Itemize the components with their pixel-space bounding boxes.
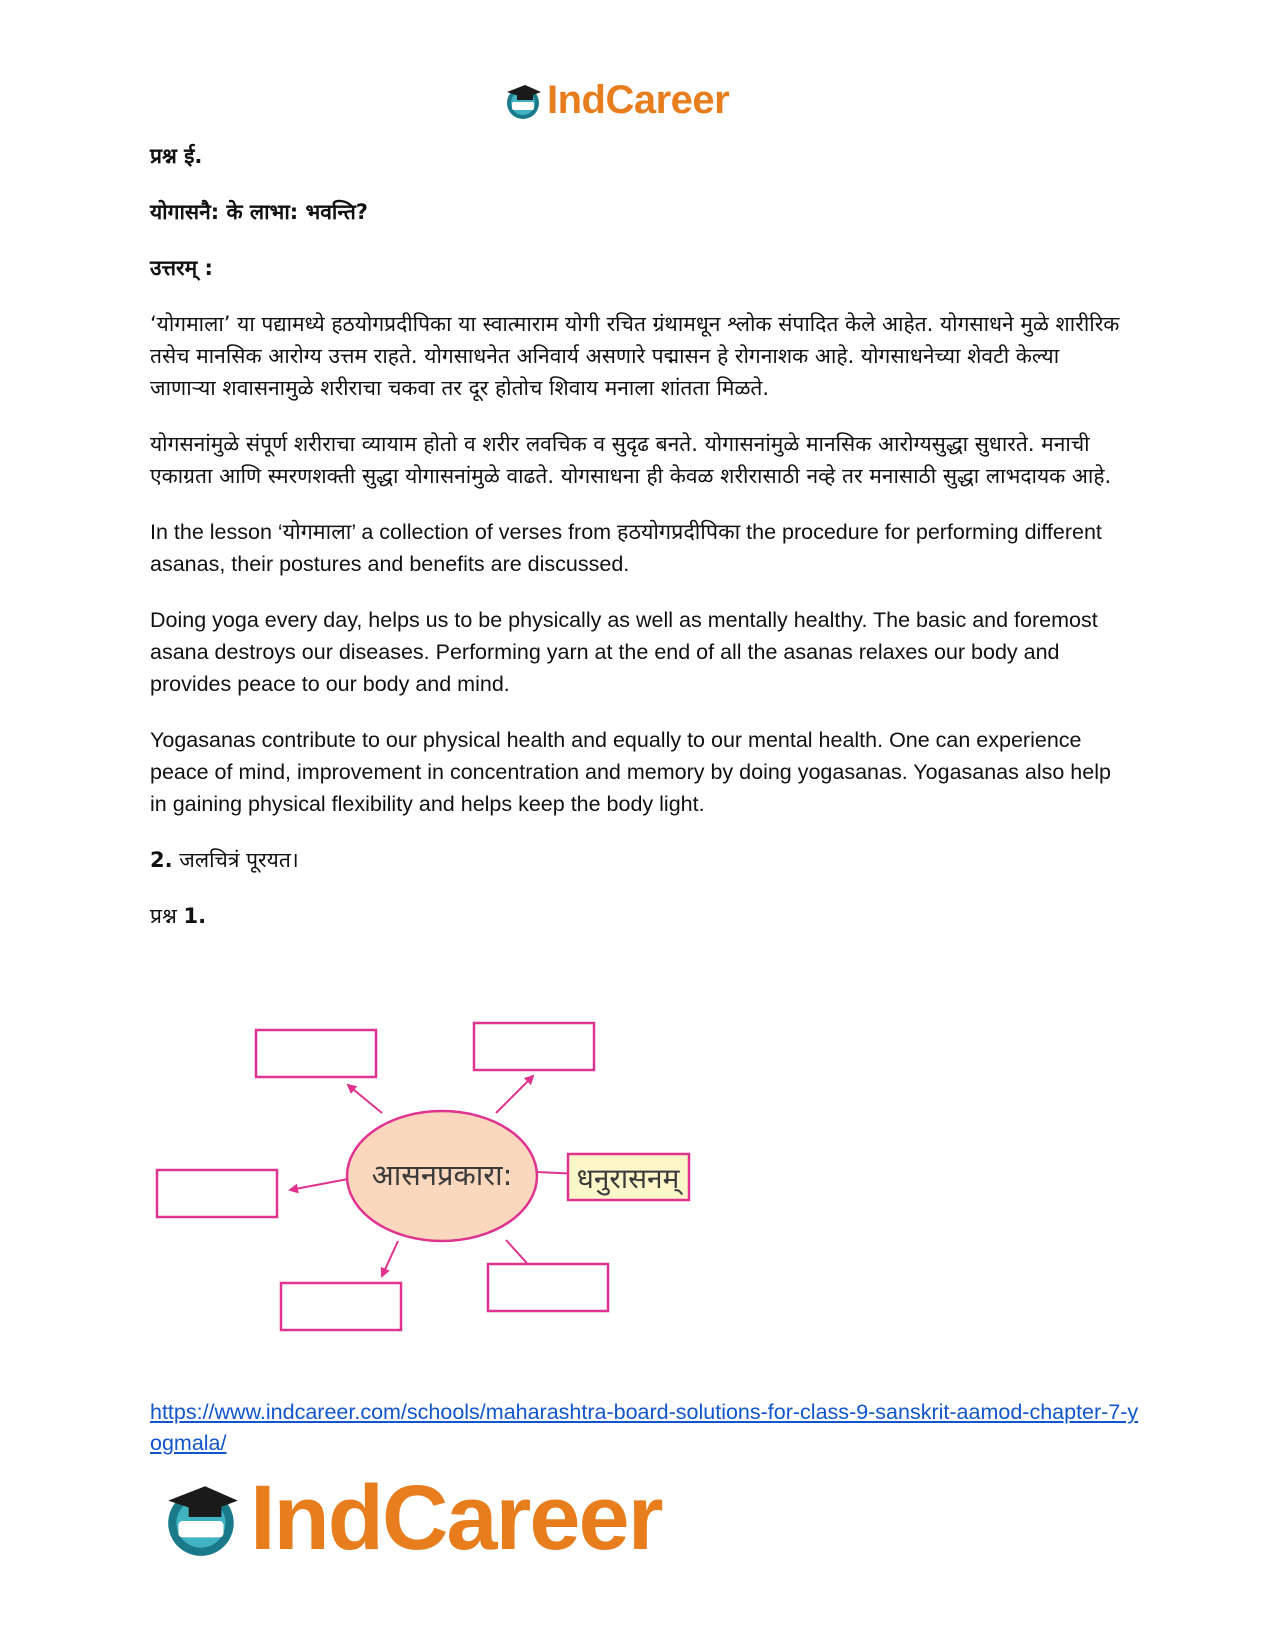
graduation-cap-globe-icon xyxy=(503,80,545,122)
center-label: आसनप्रकारा: xyxy=(371,1158,513,1192)
arrow-left xyxy=(290,1179,348,1190)
empty-box-left xyxy=(157,1170,277,1217)
page-content xyxy=(150,140,1130,956)
arrow-top-right xyxy=(496,1076,533,1113)
asana-types-diagram xyxy=(150,1020,750,1360)
empty-box-top-right xyxy=(474,1023,594,1070)
indcareer-logo-top xyxy=(503,78,729,123)
graduation-cap-globe-icon xyxy=(160,1476,246,1562)
english-paragraph-1: In the lesson ‘योगमाला’ a collection of verses from हठयोगप्रदीपिका the procedure for performing different asanas, their postures and benefits are discussed. xyxy=(150,520,1102,576)
empty-box-top-left xyxy=(256,1030,376,1077)
filled-box-label: धनुरासनम् xyxy=(576,1162,680,1195)
question-2-label xyxy=(150,900,1130,932)
english-paragraph-2: Doing yoga every day, helps us to be physically as well as mentally healthy. The basic and foremost asana destroys our diseases. Performing yarn at the end of all the asanas relaxes our body and provides peace to our body and mind. xyxy=(150,608,1098,696)
empty-box-bottom-right xyxy=(488,1264,608,1311)
question-2-prefix: प्रश्न xyxy=(150,904,184,928)
answer-label: उत्तरम् : xyxy=(150,256,213,280)
marathi-paragraph-1: ‘योगमाला’ या पद्यामध्ये हठयोगप्रदीपिका या स्वात्माराम योगी रचित ग्रंथामधून श्लोक संपादित केले आहेत. योगसाधने मुळे शारीरिक तसेच मानसिक आरोग्य उत्तम राहते. योगसाधनेत अनिवार्य असणारे पद्मासन हे रोगनाशक आहे. योगसाधनेच्या शेवटी केल्या जाणाऱ्या शवासनामुळे शरीराचा चकवा तर दूर होतोच शिवाय मनाला शांतता मिळते. xyxy=(150,312,1120,400)
section-title: जलचित्रं पूरयत। xyxy=(172,848,299,872)
marathi-paragraph-2: योगसनांमुळे संपूर्ण शरीराचा व्यायाम होतो व शरीर लवचिक व सुदृढ बनते. योगासनांमुळे मानसिक आरोग्यसुद्धा सुधारते. मनाची एकाग्रता आणि स्मरणशक्ती सुद्धा योगासनांमुळे वाढते. योगसाधना ही केवळ शरीरासाठी नव्हे तर मनासाठी सुद्धा लाभदायक आहे. xyxy=(150,432,1112,488)
section-heading xyxy=(150,844,1130,876)
indcareer-logo-bottom xyxy=(160,1466,662,1571)
source-url-link[interactable]: https://www.indcareer.com/schools/maharashtra-board-solutions-for-class-9-sanskrit-aamod-chapter-7-yogmala/ xyxy=(150,1400,1139,1455)
section-number: 2. xyxy=(150,848,173,872)
logo-wordmark: IndCareer xyxy=(547,78,730,122)
logo-wordmark-large: IndCareer xyxy=(250,1467,662,1569)
arrow-top-left xyxy=(348,1085,382,1113)
question-label: प्रश्न ई. xyxy=(150,144,203,168)
question-2-number: 1. xyxy=(183,904,207,928)
empty-box-bottom-left xyxy=(281,1283,401,1330)
english-paragraph-3: Yogasanas contribute to our physical health and equally to our mental health. One can experience peace of mind, improvement in concentration and memory by doing yogasanas. Yogasanas also help in gaining physical flexibility and helps keep the body light. xyxy=(150,728,1111,816)
question-text: योगासनै: के लाभा: भवन्ति? xyxy=(150,200,368,224)
arrow-bottom-left xyxy=(382,1241,398,1276)
